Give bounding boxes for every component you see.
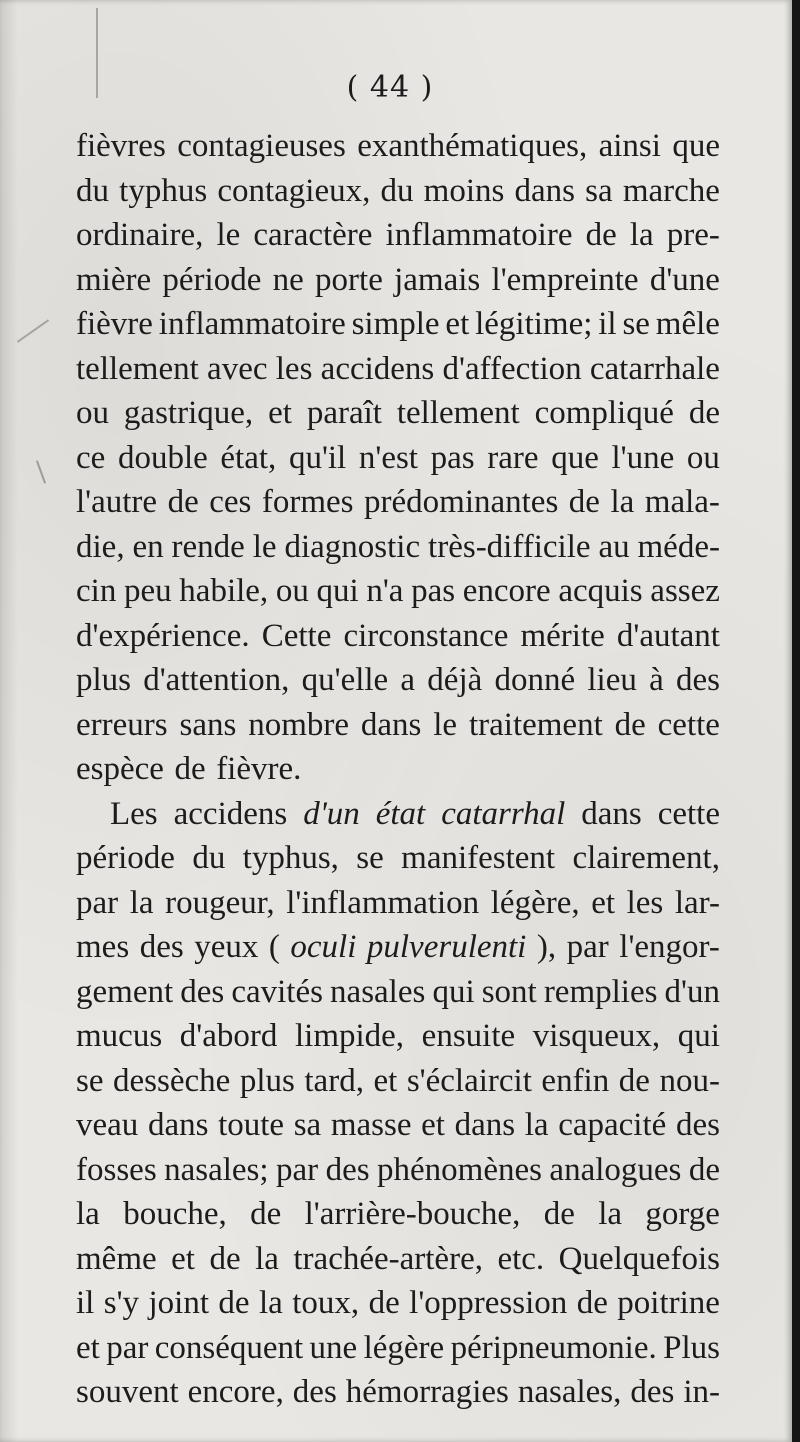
text-word: conséquent [154,1329,304,1366]
text-word: bouche, [123,1196,227,1232]
text-word: l'oppression [409,1285,568,1321]
text-word: marche [622,172,720,209]
text-word: par [106,1329,149,1366]
text-word: jamais [394,261,481,298]
text-word: lieu [587,662,637,698]
text-word: la [255,1240,279,1277]
text-word: formes [261,484,354,520]
text-word: mala- [644,484,720,520]
text-word: les [626,884,664,921]
text-word: rougeur, [165,884,275,921]
text-word: des [325,1151,370,1188]
text-word: la [76,1196,100,1232]
text-word: période [162,261,262,298]
text-word: de [585,217,617,253]
text-line [76,258,720,303]
text-word: dessèche [113,1062,231,1099]
text-word: dans [454,1107,516,1143]
text-word: sans [179,706,237,743]
text-word: peu [123,573,172,609]
text-word: se [622,306,650,342]
text-word: de [576,1285,608,1321]
text-word: les [275,350,313,387]
text-word: ( [268,929,280,965]
text-word: la [259,1285,283,1321]
text-word: du [76,172,109,209]
text-word: ainsi [598,128,661,164]
text-word: de [618,1062,650,1099]
text-word: poitrine [617,1285,720,1321]
text-line [76,792,720,837]
text-word: gastrique, [123,395,254,431]
text-word: la [598,1196,623,1232]
text-word: s'y [103,1285,140,1321]
text-word: qui [432,973,475,1010]
text-line [76,1192,720,1237]
text-line [76,124,720,169]
text-word: ou [76,395,109,431]
text-word: s'éclaircit [406,1062,532,1099]
text-word: le [216,217,241,253]
text-word: par [76,884,119,921]
text-word: à [649,662,664,698]
text-word: d'autant [616,617,720,654]
text-word: l'une [611,439,675,476]
text-word: des [675,662,720,698]
text-line [76,1370,720,1415]
text-word: le [433,706,458,743]
text-word: d'une [649,261,720,298]
text-word: dans [581,795,642,832]
text-line [76,970,720,1015]
text-word: nasales; [164,1151,269,1188]
text-word: qu'elle [301,662,389,698]
text-word: analogues [549,1151,682,1188]
text-word: il [76,1285,95,1321]
text-word: rende [171,528,245,565]
text-word: par [566,929,609,965]
text-line [76,525,720,570]
text-word: sont [481,973,537,1010]
text-word: et [373,1062,398,1099]
text-word: de [174,751,206,787]
text-word: sa [585,172,613,209]
text-word: clairement, [572,840,720,876]
text-word: la [629,217,654,253]
text-word: des [675,1107,720,1143]
text-word: du [380,172,414,209]
text-word: le [252,528,277,565]
text-word: visqueux, [532,1018,661,1054]
text-word: cavités [231,973,323,1010]
text-word: paraît [306,395,382,431]
text-word: donné [494,662,576,698]
text-word: l'arrière-bouche, [304,1196,521,1232]
text-word: la [129,884,154,921]
text-word: dans [514,172,576,209]
text-word: contagieuses [177,128,346,164]
margin-mark [96,8,98,98]
text-line [76,614,720,659]
text-word: se [76,1062,104,1099]
text-word: espèce [76,751,164,787]
text-line [76,1237,720,1282]
text-word: mes [76,929,130,965]
text-word: ordinaire, [76,217,204,253]
text-word: catarrhale [589,350,720,387]
text-word: par [276,1151,319,1188]
text-word: hémorragies [345,1374,509,1410]
text-word: encore [462,573,551,609]
text-word: et [76,1329,100,1366]
text-word: qui [677,1018,720,1054]
page-edge [792,0,800,1442]
text-word: souvent [76,1374,179,1410]
text-word: mérite [520,617,605,654]
text-word: ou [686,439,720,476]
text-word: catarrhal [441,795,566,832]
text-word: encore, [187,1374,284,1410]
text-word: sa [293,1107,322,1143]
text-word: de [688,395,720,431]
text-word: lar- [674,884,720,921]
text-word: mucus [76,1018,163,1054]
text-word: Plus [663,1329,720,1366]
text-word: de [614,706,646,743]
text-word: acquis [558,573,643,609]
text-word: remplies [543,973,658,1010]
text-word: du [192,840,226,876]
text-word: nou- [659,1062,720,1099]
text-word: Cette [261,617,332,654]
text-word: exanthématiques, [357,128,588,164]
text-word: de [209,1240,241,1277]
text-word: circonstance [343,617,509,654]
text-word: a [400,662,416,698]
text-word: plus [239,1062,295,1099]
text-word: qu'il [288,439,347,476]
text-word: limpide, [294,1018,405,1054]
text-line [76,480,720,525]
text-line [76,169,720,214]
text-word: pulverulenti [366,929,527,965]
text-word: que [551,439,599,476]
text-word: in- [683,1374,720,1410]
text-word: mière [76,261,152,298]
text-word: n'a [366,573,404,609]
text-word: nombre [248,706,350,743]
text-word: fosses [76,1151,157,1188]
text-word: de [543,1196,575,1232]
text-word: en [132,528,164,565]
text-word: d'un [664,973,720,1010]
text-line [76,213,720,258]
text-word: légère [363,1329,445,1366]
text-line [76,569,720,614]
text-word: cette [657,795,720,832]
text-word: la [610,484,635,520]
text-word: gorge [645,1196,720,1232]
text-word: rare [487,439,539,476]
text-word: simple [351,306,440,342]
text-word: capacité [558,1107,667,1143]
text-word: qui [316,573,359,609]
text-line [76,881,720,926]
text-word: d'expérience. [76,617,250,654]
text-word: de [167,484,199,520]
text-word: et [591,884,616,921]
text-word: traitement [468,706,603,743]
text-line [76,836,720,881]
text-word: d'attention, [143,662,290,698]
text-word: et [171,1240,195,1277]
text-word: trachée-artère, [293,1240,483,1277]
text-line [76,391,720,436]
text-word: la [524,1107,549,1143]
margin-mark [17,319,49,342]
text-word: tard, [304,1062,364,1099]
text-word: cin [76,573,117,609]
text-word: compliqué [534,395,674,431]
text-word: inflammatoire [385,217,573,253]
text-word: caractère [253,217,373,253]
text-word: inflammatoire [158,306,346,342]
text-word: nasales [330,973,426,1010]
text-word: oculi [290,929,357,965]
text-word: fièvres [76,128,166,164]
text-word: toux, [292,1285,360,1321]
text-word: très-difficile [428,528,591,565]
text-word: et [268,395,292,431]
text-word: typhus, [242,840,339,876]
text-word: période [76,840,175,876]
text-word: double [117,439,208,476]
text-word: légère, [490,884,580,921]
text-word: ou [275,573,309,609]
text-word: tellement [396,395,520,431]
text-word: l'empreinte [491,261,639,298]
text-word: n'est [358,439,418,476]
text-word: typhus [119,172,208,209]
text-word: cette [657,706,720,743]
text-word: habile, [179,573,269,609]
text-word: masse [330,1107,412,1143]
text-line [76,436,720,481]
text-word: l'autre [76,484,158,520]
text-line [76,302,720,347]
text-word: pre- [666,217,720,253]
body-text [76,124,720,1415]
text-word: de [568,484,600,520]
text-word: assez [650,573,720,609]
text-word: avec [207,350,268,387]
text-word: phénomènes [377,1151,542,1188]
text-word: fièvre. [216,751,302,787]
text-word: diagnostic [284,528,421,565]
text-line [76,747,720,792]
text-word: de [368,1285,400,1321]
text-line [76,1326,720,1371]
text-word: l'inflammation [286,884,480,921]
text-word: état, [220,439,277,476]
text-line [76,347,720,392]
text-word: veau [76,1107,139,1143]
text-word: joint [148,1285,209,1321]
text-word: die, [76,528,125,565]
text-word: de [218,1285,250,1321]
text-word: dans [360,706,422,743]
text-word: manifestent [401,840,556,876]
text-word: il [598,306,617,342]
text-word: l'engor- [619,929,720,965]
text-word: d'un [303,795,360,832]
text-word: et [421,1107,445,1143]
text-word: toute [218,1107,285,1143]
text-word: ce [76,439,106,476]
text-line [76,1281,720,1326]
text-word: contagieux, [217,172,371,209]
text-word: déjà [427,662,483,698]
text-word: se [356,840,384,876]
text-word: des [139,929,184,965]
text-word: porte [315,261,383,298]
text-word: d'abord [179,1018,278,1054]
text-word: au [598,528,630,565]
text-word: pas [411,573,456,609]
text-word: pas [430,439,475,476]
text-line [76,703,720,748]
text-line [76,1014,720,1059]
text-line [76,925,720,970]
text-word: fièvre [76,306,153,342]
text-word: méde- [637,528,720,565]
text-word: de [250,1196,282,1232]
text-word: et [445,306,470,342]
text-line [76,1059,720,1104]
text-word: Quelquefois [558,1240,720,1277]
text-word: d'affection [442,350,582,387]
text-word: gement [76,973,174,1010]
text-word: Les [110,795,158,832]
text-word: péripneumonie. [450,1329,657,1366]
text-word: de [688,1151,720,1188]
text-word: même [76,1240,157,1277]
page-number: ( 44 ) [346,70,434,105]
text-word: erreurs [76,706,168,743]
text-word: état [375,795,426,832]
text-line [76,658,720,703]
text-word: ), [536,929,557,965]
text-word: dans [147,1107,209,1143]
text-word: des [180,973,225,1010]
text-word: que [672,128,720,164]
text-word: nasales, [517,1374,622,1410]
text-word: accidens [173,795,288,832]
text-line [76,1148,720,1193]
margin-mark [36,460,46,483]
text-word: légitime; [475,306,593,342]
text-word: ne [272,261,304,298]
text-word: ensuite [421,1018,516,1054]
text-word: ces [209,484,252,520]
text-word: accidens [320,350,435,387]
text-word: mêle [655,306,720,342]
text-word: plus [76,662,132,698]
text-word: enfin [541,1062,610,1099]
text-word: moins [423,172,505,209]
text-word: une [309,1329,358,1366]
text-word: tellement [76,350,199,387]
text-word: yeux [194,929,259,965]
text-word: prédominantes [364,484,559,520]
text-line [76,1103,720,1148]
text-word: des [292,1374,337,1410]
text-word: etc. [497,1240,545,1277]
text-word: des [630,1374,675,1410]
